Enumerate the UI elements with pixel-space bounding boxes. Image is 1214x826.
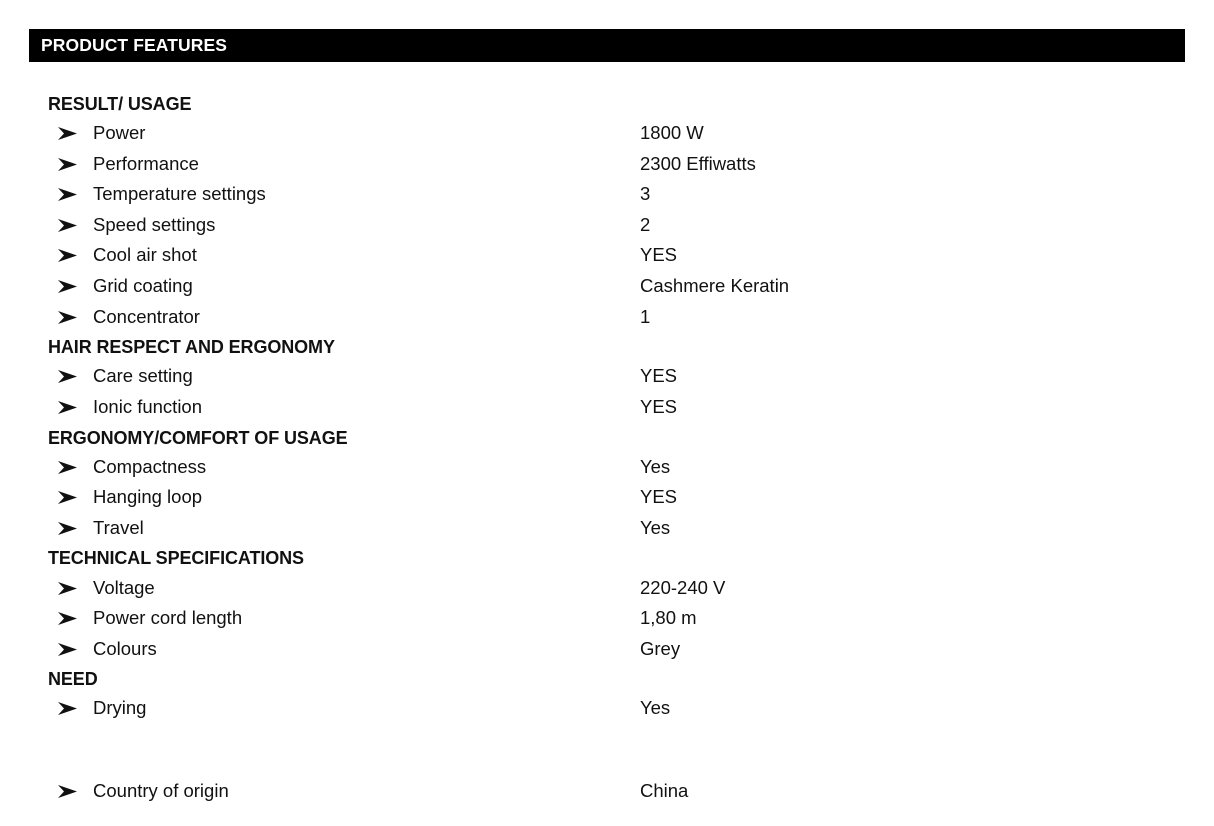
arrowhead-bullet-icon [56,485,78,509]
feature-label: Power cord length [93,607,243,628]
feature-label: Compactness [93,456,207,477]
feature-label: Ionic function [93,396,203,417]
arrowhead-bullet-icon [56,606,78,630]
feature-label: Colours [93,638,157,659]
feature-value: YES [640,486,678,507]
feature-row [0,516,1214,540]
arrowhead-bullet-icon [56,696,78,720]
feature-label: Speed settings [93,214,216,235]
feature-value: Grey [640,638,681,659]
arrowhead-bullet-icon [56,395,78,419]
arrowhead-bullet-icon [56,364,78,388]
arrowhead-bullet-icon [56,274,78,298]
section-heading-ergonomy-comfort: ERGONOMY/COMFORT OF USAGE [48,428,348,448]
arrowhead-bullet-icon [56,213,78,237]
feature-row [0,637,1214,661]
feature-value: YES [640,396,678,417]
section-header-bar [29,29,1185,62]
arrowhead-bullet-icon [56,637,78,661]
feature-value: 3 [640,183,651,204]
arrowhead-bullet-icon [56,152,78,176]
feature-row [0,213,1214,237]
feature-row [0,576,1214,600]
feature-row [0,243,1214,267]
country-of-origin-row [0,779,1214,803]
arrowhead-bullet-icon [56,455,78,479]
page-title: PRODUCT FEATURES [41,35,227,55]
feature-value: 220-240 V [640,577,726,598]
arrowhead-bullet-icon [56,576,78,600]
section-heading-technical-specifications: TECHNICAL SPECIFICATIONS [48,548,304,568]
feature-row [0,485,1214,509]
feature-value: China [640,780,689,801]
feature-value: Cashmere Keratin [640,275,790,296]
feature-row [0,606,1214,630]
feature-row [0,455,1214,479]
arrowhead-bullet-icon [56,516,78,540]
feature-label: Grid coating [93,275,193,296]
feature-value: Yes [640,456,671,477]
feature-value: Yes [640,697,671,718]
feature-label: Drying [93,697,147,718]
feature-value: YES [640,244,678,265]
section-heading-need: NEED [48,669,98,689]
feature-row [0,274,1214,298]
arrowhead-bullet-icon [56,779,78,803]
feature-value: 1 [640,306,651,327]
feature-row [0,305,1214,329]
feature-row [0,395,1214,419]
feature-row [0,696,1214,720]
feature-label: Temperature settings [93,183,266,204]
feature-label: Care setting [93,365,193,386]
feature-value: 2300 Effiwatts [640,153,756,174]
feature-label: Concentrator [93,306,200,327]
section-heading-result-usage: RESULT/ USAGE [48,94,192,114]
feature-label: Performance [93,153,199,174]
feature-row [0,182,1214,206]
section-heading-hair-respect: HAIR RESPECT AND ERGONOMY [48,337,335,357]
feature-value: YES [640,365,678,386]
feature-label: Country of origin [93,780,229,801]
feature-value: 2 [640,214,651,235]
feature-value: 1800 W [640,122,704,143]
feature-label: Hanging loop [93,486,203,507]
arrowhead-bullet-icon [56,305,78,329]
feature-value: 1,80 m [640,607,697,628]
feature-row [0,152,1214,176]
feature-row [0,121,1214,145]
feature-label: Voltage [93,577,155,598]
arrowhead-bullet-icon [56,121,78,145]
feature-value: Yes [640,517,671,538]
feature-label: Travel [93,517,144,538]
feature-row [0,364,1214,388]
arrowhead-bullet-icon [56,243,78,267]
arrowhead-bullet-icon [56,182,78,206]
feature-label: Cool air shot [93,244,197,265]
feature-label: Power [93,122,146,143]
